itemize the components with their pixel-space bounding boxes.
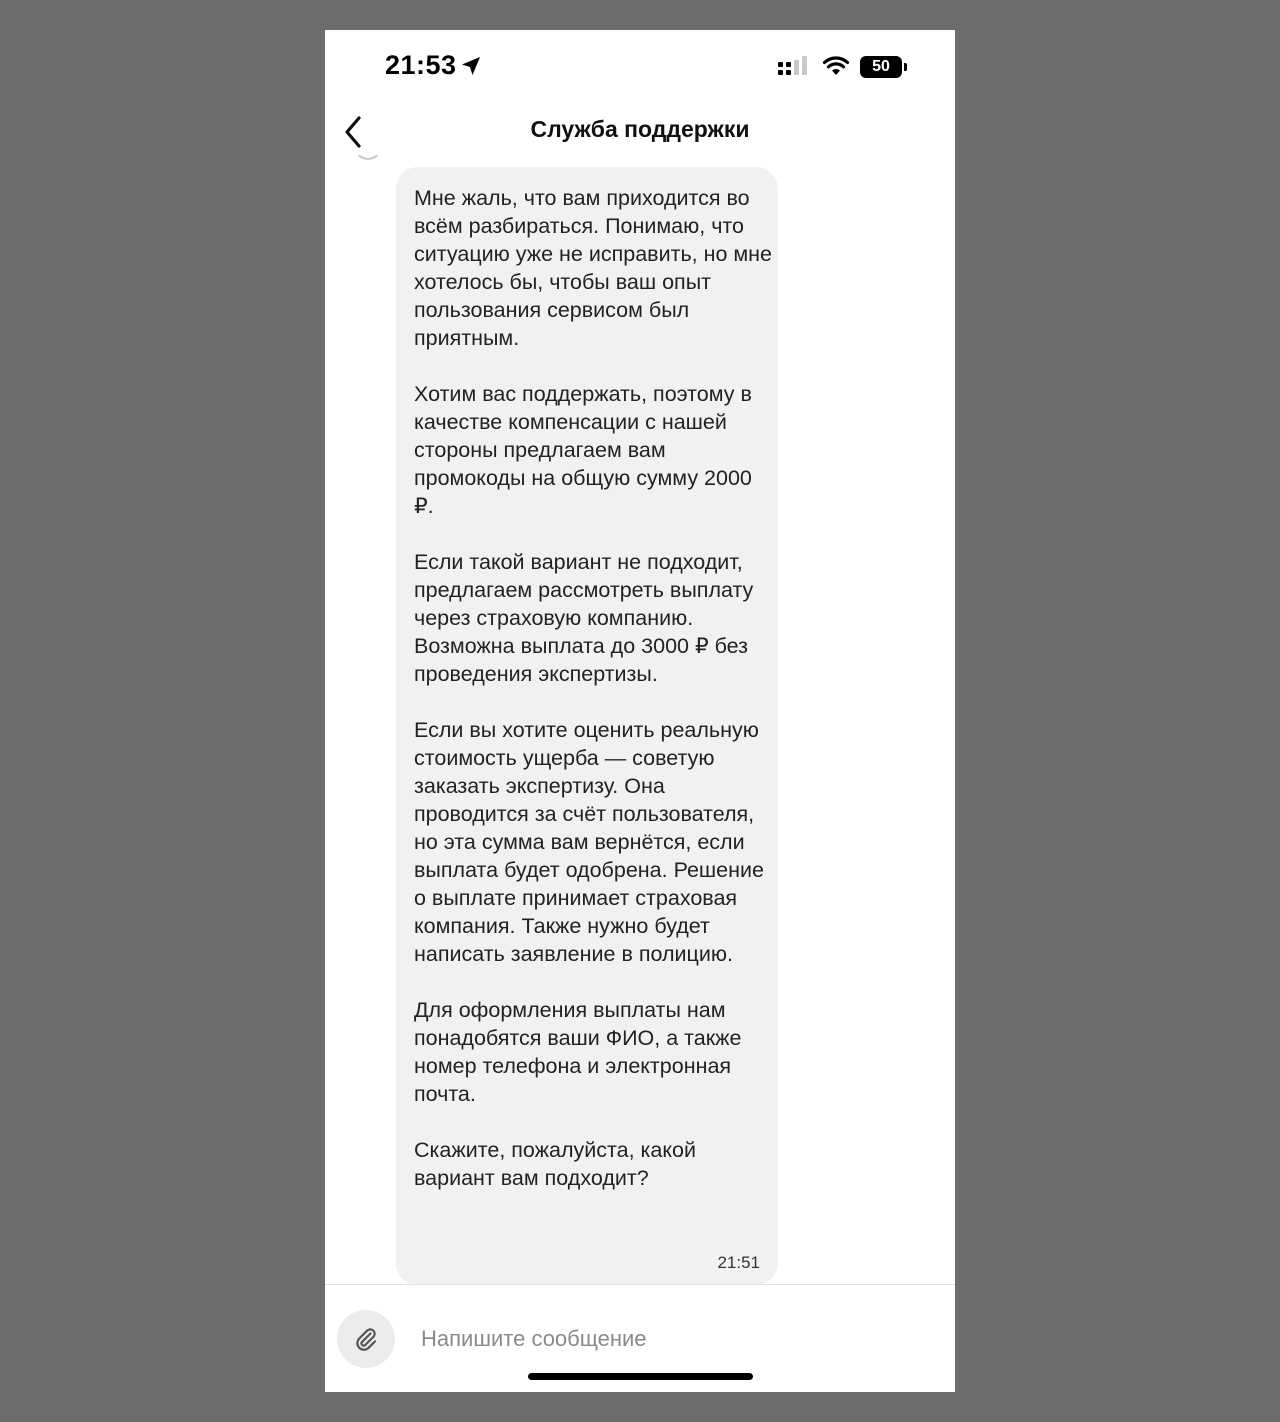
location-arrow-icon	[459, 54, 483, 78]
attach-button[interactable]	[337, 1310, 395, 1368]
status-time: 21:53	[385, 50, 457, 80]
message-input[interactable]	[421, 1319, 921, 1359]
message-paragraph: Если вы хотите оценить реальную стоимость ущерба — советую заказать экспертизу. Она проводится за счёт пользователя, но эта сумма вам вернётся, если выплата будет одобрена. Решение о выплате принимает страховая компания. Также нужно будет написать заявление в полицию.	[414, 718, 764, 966]
message-paragraph: Если такой вариант не подходит, предлагаем рассмотреть выплату через страховую компанию. Возможна выплата до 3000 ₽ без проведения экспертизы.	[414, 550, 754, 686]
battery-icon	[860, 56, 908, 80]
message-text	[414, 184, 774, 1192]
message-paragraph: Для оформления выплаты нам понадобятся ваши ФИО, а также номер телефона и электронная почта.	[414, 998, 742, 1106]
wifi-icon	[821, 54, 851, 78]
message-paragraph: Мне жаль, что вам приходится во всём разбираться. Понимаю, что ситуацию уже не исправить, но мне хотелось бы, чтобы ваш опыт пользования сервисом был приятным.	[414, 186, 773, 350]
composer-divider	[325, 1284, 955, 1285]
battery-cap	[904, 63, 907, 71]
paperclip-icon	[352, 1325, 380, 1353]
page-title: Служба поддержки	[530, 116, 750, 142]
message-paragraph: Хотим вас поддержать, поэтому в качестве компенсации с нашей стороны предлагаем вам промокоды на общую сумму 2000 ₽.	[414, 382, 752, 518]
home-indicator[interactable]	[528, 1373, 753, 1380]
message-timestamp: 21:51	[717, 1253, 760, 1272]
support-message-bubble	[396, 167, 778, 1285]
message-paragraph: Скажите, пожалуйста, какой вариант вам подходит?	[414, 1138, 696, 1190]
agent-avatar	[354, 132, 382, 160]
battery-level: 50	[860, 56, 902, 78]
phone-screen	[325, 30, 955, 1392]
cellular-signal-icon	[777, 56, 813, 80]
